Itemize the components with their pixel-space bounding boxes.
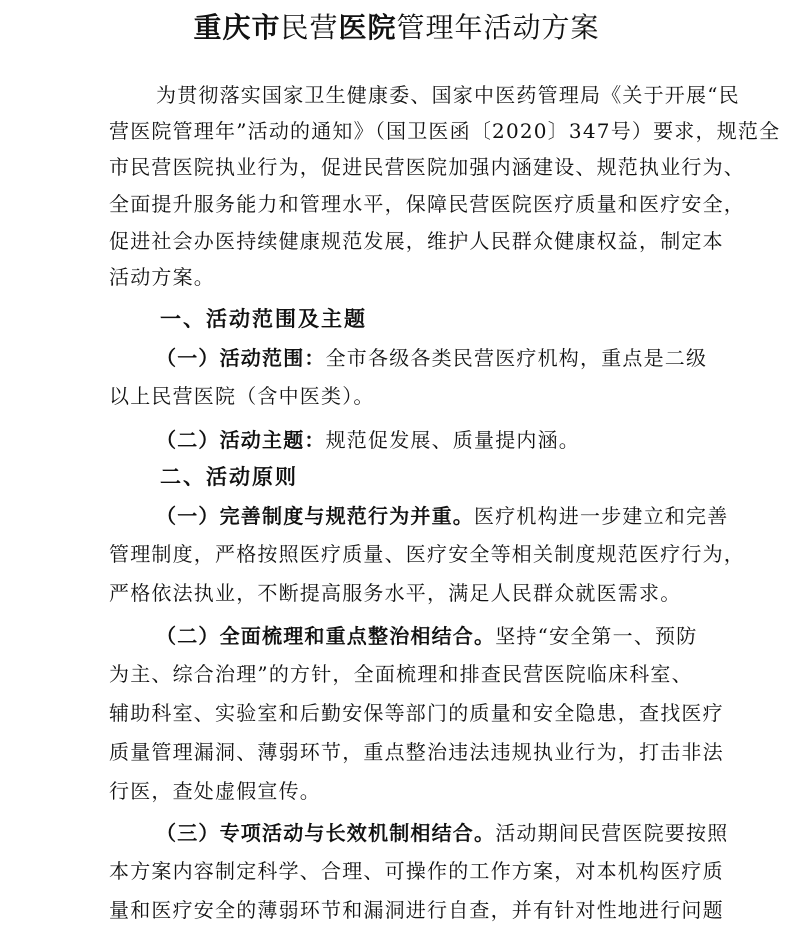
title-part: 医院 bbox=[338, 11, 397, 44]
principle-label: （一）完善制度与规范行为并重。 bbox=[156, 504, 474, 528]
intro-line: 营医院管理年”活动的通知》（国卫医函〔2020〕347号）要求，规范全 bbox=[109, 119, 781, 143]
title-part: 管理年活动方案 bbox=[396, 11, 600, 44]
principle-label: （三）专项活动与长效机制相结合。 bbox=[156, 821, 496, 845]
principle-text: 活动期间民营医院要按照 bbox=[495, 821, 729, 845]
section1-item2 bbox=[156, 427, 580, 453]
item-text: 规范促发展、质量提内涵。 bbox=[325, 428, 581, 452]
section1-item1-cont: 以上民营医院（含中医类）。 bbox=[109, 384, 375, 408]
section2-p3-line: 量和医疗安全的薄弱环节和漏洞进行自查，并有针对性地进行问题 bbox=[109, 898, 724, 922]
item-label: （一）活动范围： bbox=[156, 346, 326, 370]
item-label: （二）活动主题： bbox=[156, 428, 326, 452]
section2-p1 bbox=[156, 503, 728, 529]
section2-p2-line: 行医，查处虚假宣传。 bbox=[109, 779, 321, 803]
section2-p2-line: 质量管理漏洞、薄弱环节，重点整治违法违规执业行为，打击非法 bbox=[109, 740, 724, 764]
section-heading: 一、活动范围及主题 bbox=[160, 306, 367, 331]
section2-p1-line: 严格依法执业，不断提高服务水平，满足人民群众就医需求。 bbox=[109, 581, 682, 605]
intro-line: 活动方案。 bbox=[109, 265, 215, 289]
intro-line: 为贯彻落实国家卫生健康委、国家中医药管理局《关于开展“民 bbox=[156, 83, 740, 107]
principle-text: 坚持“安全第一、预防 bbox=[495, 624, 698, 648]
section2-p1-line: 管理制度，严格按照医疗质量、医疗安全等相关制度规范医疗行为， bbox=[109, 542, 745, 566]
section1-item1 bbox=[156, 345, 707, 371]
principle-text: 医疗机构进一步建立和完善 bbox=[474, 504, 729, 528]
document-title bbox=[0, 10, 793, 46]
section2-p2 bbox=[156, 623, 697, 649]
principle-label: （二）全面梳理和重点整治相结合。 bbox=[156, 624, 496, 648]
section2-p2-line: 辅助科室、实验室和后勤安保等部门的质量和安全隐患，查找医疗 bbox=[109, 701, 724, 725]
intro-line: 市民营医院执业行为，促进民营医院加强内涵建设、规范执业行为、 bbox=[109, 155, 745, 179]
title-part: 民营 bbox=[280, 11, 339, 44]
item-text: 全市各级各类民营医疗机构，重点是二级 bbox=[325, 346, 708, 370]
intro-line: 全面提升服务能力和管理水平，保障民营医院医疗质量和医疗安全， bbox=[109, 192, 745, 216]
title-part: 重庆市 bbox=[193, 11, 281, 44]
section2-p3 bbox=[156, 820, 728, 846]
section2-p3-line: 本方案内容制定科学、合理、可操作的工作方案，对本机构医疗质 bbox=[109, 859, 724, 883]
intro-line: 促进社会办医持续健康规范发展，维护人民群众健康权益，制定本 bbox=[109, 229, 724, 253]
section-heading: 二、活动原则 bbox=[160, 464, 298, 489]
section2-p2-line: 为主、综合治理”的方针，全面梳理和排查民营医院临床科室、 bbox=[109, 662, 693, 686]
